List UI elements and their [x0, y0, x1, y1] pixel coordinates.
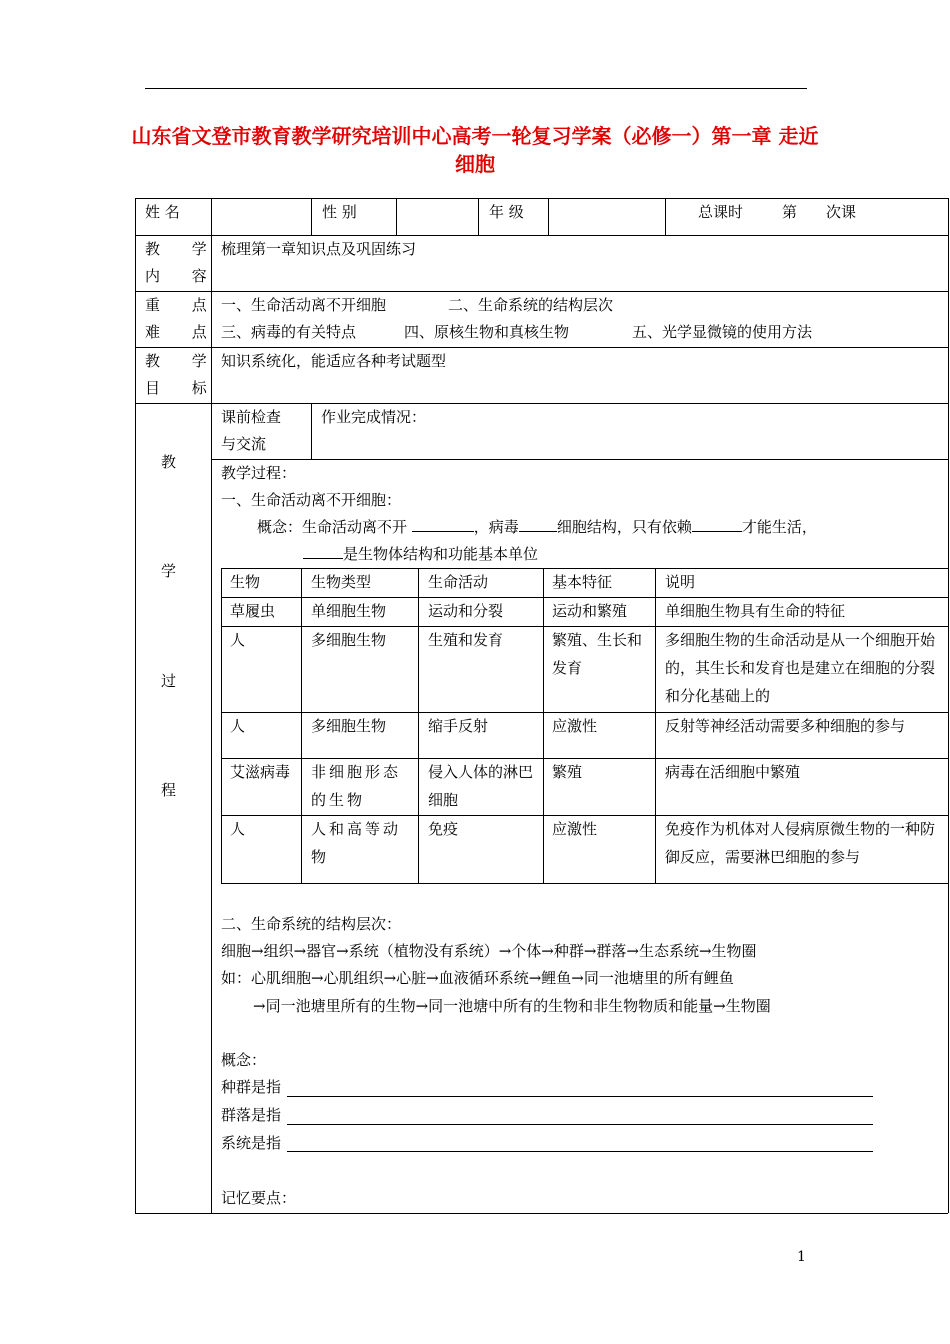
page-number: 1 — [797, 1249, 806, 1265]
content-label-2: 内 容 — [145, 267, 221, 285]
table-cell: 多细胞生物的生命活动是从一个细胞开始的，其生长和发育也是建立在细胞的分裂和分化基础上的 — [665, 631, 936, 705]
table-cell: 免疫作为机体对人侵病原微生物的一种防御反应，需要淋巴细胞的参与 — [665, 820, 936, 866]
table-cell: 草履虫 — [230, 602, 276, 620]
system-answer-line[interactable] — [287, 1151, 873, 1152]
population-answer-line[interactable] — [287, 1096, 873, 1097]
population-label: 种群是指 — [221, 1078, 282, 1096]
table-cell: 病毒在活细胞中繁殖 — [665, 763, 801, 781]
gender-label: 性 别 — [322, 203, 357, 221]
table-cell: 免疫 — [428, 820, 459, 838]
focus-item: 四、原核生物和真核生物 — [404, 323, 570, 341]
table-cell: 多细胞生物 — [311, 717, 387, 735]
focus-item: 二、生命系统的结构层次 — [448, 296, 614, 314]
fill-blank[interactable] — [303, 542, 343, 559]
total-hours-label: 总课时 — [698, 203, 744, 221]
section1-title: 一、生命活动离不开细胞： — [221, 491, 402, 509]
table-cell: 艾滋病毒 — [230, 763, 291, 781]
table-cell: 应激性 — [552, 820, 598, 838]
focus-label-1: 重 点 — [145, 296, 221, 314]
table-cell: 非细胞形态的生物 — [311, 763, 402, 809]
process-side-char: 学 — [161, 562, 177, 580]
document-title: 山东省文登市教育教学研究培训中心高考一轮复习学案（必修一）第一章 走近细胞 — [131, 124, 819, 176]
grade-label: 年 级 — [489, 203, 524, 221]
focus-item: 五、光学显微镜的使用方法 — [632, 323, 813, 341]
goal-label-1: 教 学 — [145, 352, 221, 370]
precheck-label: 课前检查 — [221, 408, 282, 426]
table-cell: 繁殖 — [552, 763, 583, 781]
table-cell: 运动和繁殖 — [552, 602, 628, 620]
focus-item: 一、生命活动离不开细胞 — [221, 296, 387, 314]
table-cell: 单细胞生物具有生命的特征 — [665, 602, 846, 620]
table-cell: 繁殖、生长和发育 — [552, 631, 643, 677]
table-cell: 人和高等动物 — [311, 820, 402, 866]
concept-line: 概念：生命活动离不开 ，病毒 细胞结构，只有依赖 才能生活， — [257, 514, 817, 541]
table-cell: 缩手反射 — [428, 717, 489, 735]
goal-value: 知识系统化，能适应各种考试题型 — [221, 352, 447, 370]
community-label: 群落是指 — [221, 1106, 282, 1124]
process-side-char: 教 — [161, 453, 177, 471]
content-value: 梳理第一章知识点及巩固练习 — [221, 240, 417, 258]
table-cell: 单细胞生物 — [311, 602, 387, 620]
process-side-char: 程 — [161, 781, 177, 799]
table-cell: 反射等神经活动需要多种细胞的参与 — [665, 717, 906, 735]
process-label: 教学过程： — [221, 464, 297, 482]
table-cell: 侵入人体的淋巴细胞 — [428, 763, 534, 809]
table-header: 生物 — [230, 573, 261, 591]
table-header: 生物类型 — [311, 573, 372, 591]
section2-title: 二、生命系统的结构层次： — [221, 915, 402, 933]
table-cell: 人 — [230, 717, 246, 735]
community-answer-line[interactable] — [287, 1124, 873, 1125]
table-cell: 人 — [230, 820, 246, 838]
example-line: →同一池塘里所有的生物→同一池塘中所有的生物和非生物物质和能量→生物圈 — [253, 997, 771, 1015]
table-cell: 生殖和发育 — [428, 631, 504, 649]
memory-label: 记忆要点： — [221, 1189, 297, 1207]
header-rule — [145, 88, 807, 89]
table-header: 生命活动 — [428, 573, 489, 591]
lesson-suffix-label: 次课 — [826, 203, 857, 221]
homework-label: 作业完成情况： — [321, 408, 427, 426]
fill-blank[interactable] — [692, 515, 742, 532]
concepts-label: 概念： — [221, 1051, 267, 1069]
lesson-number-label: 第 — [782, 203, 798, 221]
focus-label-2: 难 点 — [145, 323, 221, 341]
goal-label-2: 目 标 — [145, 379, 221, 397]
system-label: 系统是指 — [221, 1134, 282, 1152]
table-cell: 人 — [230, 631, 246, 649]
concept-line: 是生物体结构和功能基本单位 — [303, 541, 538, 568]
focus-item: 三、病毒的有关特点 — [221, 323, 357, 341]
example-line: 如：心肌细胞→心肌组织→心脏→血液循环系统→鲤鱼→同一池塘里的所有鲤鱼 — [221, 969, 734, 987]
table-header: 基本特征 — [552, 573, 613, 591]
table-cell: 多细胞生物 — [311, 631, 387, 649]
table-cell: 应激性 — [552, 717, 598, 735]
content-label-1: 教 学 — [145, 240, 221, 258]
precheck-label: 与交流 — [221, 435, 267, 453]
fill-blank[interactable] — [412, 515, 474, 532]
hierarchy-line: 细胞→组织→器官→系统（植物没有系统）→个体→种群→群落→生态系统→生物圈 — [221, 942, 757, 960]
table-header: 说明 — [665, 573, 696, 591]
process-side-char: 过 — [161, 672, 177, 690]
fill-blank[interactable] — [519, 515, 557, 532]
name-label: 姓 名 — [145, 203, 180, 221]
table-cell: 运动和分裂 — [428, 602, 504, 620]
